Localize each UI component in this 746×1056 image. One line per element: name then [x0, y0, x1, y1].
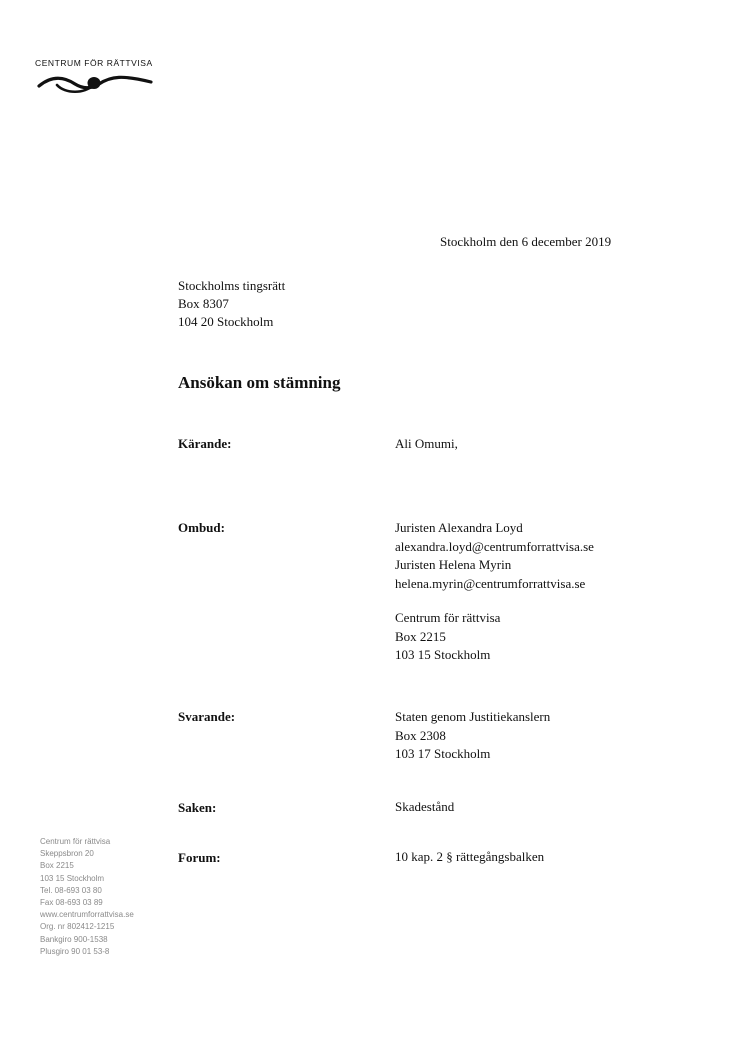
logo-text: CENTRUM FÖR RÄTTVISA [35, 58, 153, 68]
footer-contact-info [40, 836, 134, 958]
footer-line: Plusgiro 90 01 53-8 [40, 946, 110, 956]
karande-line: Ali Omumi, [395, 436, 458, 451]
karande-value [395, 435, 458, 454]
recipient-address [178, 277, 285, 331]
svarande-line: Box 2308 [395, 727, 446, 743]
ombud-address-line: Box 2215 [395, 628, 446, 644]
ombud-line: Juristen Helena Myrin [395, 557, 512, 572]
organization-logo [35, 58, 160, 98]
svarande-label: Svarande: [178, 709, 236, 724]
footer-line: Box 2215 [40, 861, 74, 871]
footer-line: Skeppsbron 20 [40, 849, 94, 859]
recipient-line: Box 8307 [178, 296, 229, 311]
saken-label: Saken: [178, 800, 217, 815]
karande-label: Kärande: [178, 436, 232, 451]
ombud-value [395, 519, 594, 665]
date-line: Stockholm den 6 december 2019 [440, 234, 612, 249]
saken-value [395, 798, 454, 817]
eye-wave-icon [37, 74, 155, 94]
recipient-line: 104 20 Stockholm [178, 314, 274, 329]
footer-line: Bankgiro 900-1538 [40, 934, 108, 944]
footer-line: Org. nr 802412-1215 [40, 922, 115, 932]
recipient-line: Stockholms tingsrätt [178, 278, 286, 293]
ombud-address-line: 103 15 Stockholm [395, 647, 491, 662]
footer-line: Tel. 08-693 03 80 [40, 885, 102, 895]
footer-line: Fax 08-693 03 89 [40, 898, 103, 908]
footer-line: 103 15 Stockholm [40, 873, 105, 883]
footer-line: www.centrumforrattvisa.se [40, 910, 134, 920]
forum-line: 10 kap. 2 § rättegångsbalken [395, 849, 545, 864]
ombud-email: alexandra.loyd@centrumforrattvisa.se [395, 538, 594, 554]
ombud-label: Ombud: [178, 520, 225, 535]
ombud-line: Juristen Alexandra Loyd [395, 520, 523, 535]
svarande-line: Staten genom Justitiekanslern [395, 709, 551, 724]
document-title: Ansökan om stämning [178, 373, 341, 392]
svarande-value [395, 708, 550, 764]
ombud-email: helena.myrin@centrumforrattvisa.se [395, 575, 586, 591]
footer-line: Centrum för rättvisa [40, 837, 111, 846]
saken-line: Skadestånd [395, 799, 455, 814]
ombud-address-line: Centrum för rättvisa [395, 610, 501, 625]
svarande-line: 103 17 Stockholm [395, 746, 491, 761]
forum-value [395, 848, 544, 867]
forum-label: Forum: [178, 850, 221, 865]
